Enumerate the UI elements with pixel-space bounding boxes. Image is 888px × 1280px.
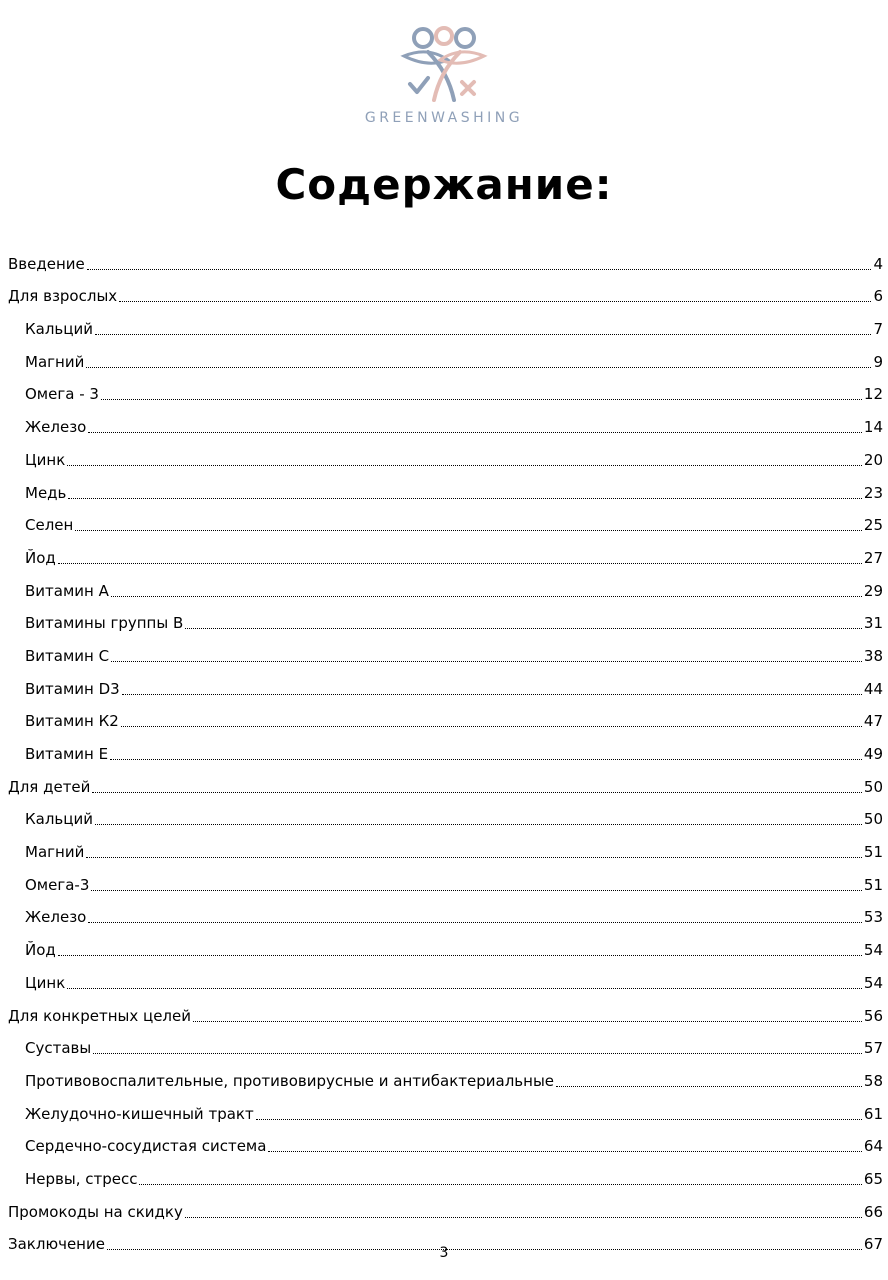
- dot-leader: [256, 1119, 862, 1120]
- toc-entry-label: Омега-3: [25, 875, 90, 894]
- toc-entry-page: 56: [863, 1006, 883, 1025]
- toc-entry-label: Йод: [25, 548, 56, 567]
- toc-entry[interactable]: [8, 503, 883, 536]
- toc-entry[interactable]: [8, 633, 883, 666]
- toc-entry-label: Омега - 3: [25, 385, 99, 404]
- toc-entry-label: Нервы, стресс: [25, 1169, 138, 1188]
- toc-entry-page: 58: [863, 1071, 883, 1090]
- dot-leader: [185, 1217, 862, 1218]
- toc-entry-label: Магний: [25, 843, 85, 862]
- toc-entry-label: Для взрослых: [8, 287, 118, 306]
- dot-leader: [88, 432, 862, 433]
- toc-entry[interactable]: [8, 699, 883, 732]
- toc-entry-label: Промокоды на скидку: [8, 1202, 183, 1221]
- toc-entry[interactable]: [8, 568, 883, 601]
- logo: [0, 20, 888, 126]
- toc-entry-page: 53: [863, 908, 883, 927]
- toc-entry[interactable]: [8, 993, 883, 1026]
- toc-entry[interactable]: [8, 274, 883, 307]
- toc-entry[interactable]: [8, 895, 883, 928]
- dot-leader: [86, 857, 862, 858]
- dot-leader: [68, 498, 862, 499]
- toc-entry-page: 61: [863, 1104, 883, 1123]
- toc-entry[interactable]: [8, 1026, 883, 1059]
- toc-entry-page: 23: [863, 483, 883, 502]
- toc-entry[interactable]: [8, 372, 883, 405]
- toc-entry-label: Противовоспалительные, противовирусные и антибактериальные: [25, 1071, 555, 1090]
- dot-leader: [110, 759, 862, 760]
- toc-entry-page: 14: [863, 418, 883, 437]
- toc-entry-label: Цинк: [25, 973, 66, 992]
- dot-leader: [95, 824, 862, 825]
- dot-leader: [58, 955, 862, 956]
- toc-entry-label: Витамин D3: [25, 679, 120, 698]
- toc-entry-label: Суставы: [25, 1039, 92, 1058]
- toc-entry-page: 51: [863, 875, 883, 894]
- toc-entry[interactable]: [8, 927, 883, 960]
- toc-entry-label: Сердечно-сосудистая система: [25, 1137, 267, 1156]
- toc-entry[interactable]: [8, 437, 883, 470]
- toc-entry-label: Для конкретных целей: [8, 1006, 191, 1025]
- people-check-cross-logo-icon: [398, 20, 490, 106]
- dot-leader: [111, 661, 862, 662]
- toc-entry[interactable]: [8, 601, 883, 634]
- toc-entry-label: Желудочно-кишечный тракт: [25, 1104, 254, 1123]
- toc-entry[interactable]: [8, 535, 883, 568]
- dot-leader: [122, 694, 862, 695]
- dot-leader: [121, 726, 862, 727]
- toc-entry[interactable]: [8, 470, 883, 503]
- toc-entry-label: Железо: [25, 908, 87, 927]
- toc-entry-label: Магний: [25, 352, 85, 371]
- dot-leader: [556, 1086, 862, 1087]
- toc-entry-page: 6: [873, 287, 883, 306]
- toc-entry-label: Йод: [25, 941, 56, 960]
- toc-entry-label: Витамин С: [25, 646, 110, 665]
- toc-entry[interactable]: [8, 764, 883, 797]
- toc-entry[interactable]: [8, 666, 883, 699]
- toc-entry-label: Медь: [25, 483, 67, 502]
- toc-entry[interactable]: [8, 1091, 883, 1124]
- toc-entry-label: Витамин К2: [25, 712, 119, 731]
- dot-leader: [92, 792, 861, 793]
- dot-leader: [101, 399, 862, 400]
- toc-entry-page: 25: [863, 516, 883, 535]
- dot-leader: [58, 563, 862, 564]
- toc-entry[interactable]: [8, 1189, 883, 1222]
- toc-entry[interactable]: [8, 862, 883, 895]
- toc-entry-page: 20: [863, 450, 883, 469]
- toc-entry-page: 54: [863, 973, 883, 992]
- toc-entry-label: Цинк: [25, 450, 66, 469]
- toc-entry-page: 57: [863, 1039, 883, 1058]
- toc-entry-page: 50: [863, 810, 883, 829]
- dot-leader: [193, 1021, 862, 1022]
- toc-entry-label: Железо: [25, 418, 87, 437]
- dot-leader: [88, 922, 862, 923]
- dot-leader: [67, 988, 862, 989]
- toc-entry-page: 7: [873, 320, 883, 339]
- dot-leader: [86, 367, 871, 368]
- toc-entry-page: 50: [863, 777, 883, 796]
- toc-entry[interactable]: [8, 404, 883, 437]
- dot-leader: [91, 890, 862, 891]
- dot-leader: [95, 334, 871, 335]
- toc-entry[interactable]: [8, 306, 883, 339]
- toc-entry-page: 65: [863, 1169, 883, 1188]
- toc-entry-page: 29: [863, 581, 883, 600]
- toc-entry-page: 9: [873, 352, 883, 371]
- dot-leader: [268, 1151, 861, 1152]
- toc-entry-label: Заключение: [8, 1235, 105, 1254]
- toc-entry[interactable]: [8, 960, 883, 993]
- toc-entry-label: Для детей: [8, 777, 91, 796]
- toc-entry-page: 64: [863, 1137, 883, 1156]
- toc-entry-page: 38: [863, 646, 883, 665]
- toc-entry[interactable]: [8, 339, 883, 372]
- page-number: 3: [439, 1245, 449, 1261]
- toc-entry-label: Кальций: [25, 320, 93, 339]
- dot-leader: [87, 269, 872, 270]
- toc-entry-label: Витамины группы В: [25, 614, 184, 633]
- dot-leader: [119, 301, 871, 302]
- toc-entry-page: 12: [863, 385, 883, 404]
- toc-entry-page: 51: [863, 843, 883, 862]
- toc-entry-page: 54: [863, 941, 883, 960]
- toc-entry-label: Введение: [8, 254, 85, 273]
- toc-entry[interactable]: [8, 731, 883, 764]
- toc-entry-page: 44: [863, 679, 883, 698]
- toc-entry-label: Кальций: [25, 810, 93, 829]
- brand-name: GREENWASHING: [364, 110, 524, 126]
- toc-entry-page: 31: [863, 614, 883, 633]
- toc-entry-page: 66: [863, 1202, 883, 1221]
- toc-entry-page: 49: [863, 745, 883, 763]
- toc-entry-page: 47: [863, 712, 883, 731]
- dot-leader: [111, 596, 862, 597]
- toc-entry[interactable]: [8, 829, 883, 862]
- toc-entry-label: Селен: [25, 516, 74, 535]
- dot-leader: [75, 530, 862, 531]
- toc-entry-label: Витамин Е: [25, 745, 109, 763]
- toc-entry-label: Витамин А: [25, 581, 109, 600]
- page-title: Содержание:: [275, 160, 613, 209]
- toc-entry-page: 4: [873, 254, 883, 273]
- toc-entry[interactable]: [8, 1156, 883, 1189]
- toc-entry-page: 27: [863, 548, 883, 567]
- table-of-contents: [8, 241, 883, 1254]
- dot-leader: [67, 465, 862, 466]
- toc-entry-page: 67: [863, 1235, 883, 1254]
- dot-leader: [185, 628, 862, 629]
- toc-entry[interactable]: [8, 1058, 883, 1091]
- toc-entry[interactable]: [8, 797, 883, 830]
- dot-leader: [93, 1053, 862, 1054]
- dot-leader: [139, 1184, 861, 1185]
- toc-entry[interactable]: [8, 241, 883, 274]
- toc-entry[interactable]: [8, 1124, 883, 1157]
